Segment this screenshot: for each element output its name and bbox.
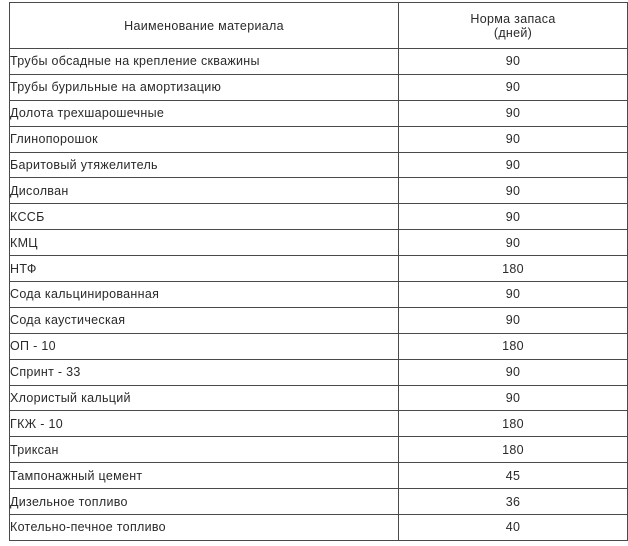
material-name-cell: Сода каустическая bbox=[10, 307, 399, 333]
material-name-cell: Триксан bbox=[10, 437, 399, 463]
table-row bbox=[10, 230, 628, 256]
material-stock-norms-table bbox=[9, 2, 628, 541]
table-row bbox=[10, 437, 628, 463]
header-stock-norm-title: Норма запаса bbox=[470, 11, 556, 26]
material-name-cell: Трубы обсадные на крепление скважины bbox=[10, 49, 399, 75]
material-name-cell: КМЦ bbox=[10, 230, 399, 256]
stock-days-cell: 180 bbox=[399, 333, 628, 359]
material-name-cell: Долота трехшарошечные bbox=[10, 100, 399, 126]
stock-days-cell: 45 bbox=[399, 463, 628, 489]
material-name-cell: Дисолван bbox=[10, 178, 399, 204]
material-name-cell: Глинопорошок bbox=[10, 126, 399, 152]
table-row bbox=[10, 463, 628, 489]
table-row bbox=[10, 515, 628, 541]
stock-days-cell: 40 bbox=[399, 515, 628, 541]
material-name-cell: НТФ bbox=[10, 256, 399, 282]
table-row bbox=[10, 359, 628, 385]
stock-days-cell: 90 bbox=[399, 359, 628, 385]
table-row bbox=[10, 256, 628, 282]
stock-days-cell: 36 bbox=[399, 489, 628, 515]
material-name-cell: Баритовый утяжелитель bbox=[10, 152, 399, 178]
material-name-cell: ГКЖ - 10 bbox=[10, 411, 399, 437]
material-name-cell: Трубы бурильные на амортизацию bbox=[10, 74, 399, 100]
material-name-cell: КССБ bbox=[10, 204, 399, 230]
table-row bbox=[10, 411, 628, 437]
material-name-cell: Спринт - 33 bbox=[10, 359, 399, 385]
stock-days-cell: 90 bbox=[399, 100, 628, 126]
table-row bbox=[10, 333, 628, 359]
table-row bbox=[10, 307, 628, 333]
table-row bbox=[10, 489, 628, 515]
header-material-name: Наименование материала bbox=[10, 3, 399, 49]
stock-days-cell: 90 bbox=[399, 385, 628, 411]
stock-days-cell: 90 bbox=[399, 230, 628, 256]
stock-days-cell: 90 bbox=[399, 49, 628, 75]
stock-days-cell: 90 bbox=[399, 152, 628, 178]
stock-days-cell: 90 bbox=[399, 282, 628, 308]
table-row bbox=[10, 49, 628, 75]
stock-days-cell: 90 bbox=[399, 307, 628, 333]
table-row bbox=[10, 152, 628, 178]
material-name-cell: Хлористый кальций bbox=[10, 385, 399, 411]
stock-days-cell: 90 bbox=[399, 178, 628, 204]
header-stock-norm bbox=[399, 3, 628, 49]
stock-days-cell: 90 bbox=[399, 74, 628, 100]
table-row bbox=[10, 178, 628, 204]
table-row bbox=[10, 204, 628, 230]
table-row bbox=[10, 100, 628, 126]
table-body bbox=[10, 49, 628, 541]
header-stock-norm-unit: (дней) bbox=[493, 25, 533, 40]
material-name-cell: ОП - 10 bbox=[10, 333, 399, 359]
stock-days-cell: 90 bbox=[399, 126, 628, 152]
material-name-cell: Котельно-печное топливо bbox=[10, 515, 399, 541]
stock-days-cell: 180 bbox=[399, 437, 628, 463]
table-row bbox=[10, 74, 628, 100]
material-name-cell: Тампонажный цемент bbox=[10, 463, 399, 489]
material-name-cell: Дизельное топливо bbox=[10, 489, 399, 515]
table-row bbox=[10, 282, 628, 308]
stock-days-cell: 180 bbox=[399, 411, 628, 437]
table-header-row bbox=[10, 3, 628, 49]
table-row bbox=[10, 126, 628, 152]
material-name-cell: Сода кальцинированная bbox=[10, 282, 399, 308]
stock-days-cell: 90 bbox=[399, 204, 628, 230]
stock-days-cell: 180 bbox=[399, 256, 628, 282]
table-row bbox=[10, 385, 628, 411]
